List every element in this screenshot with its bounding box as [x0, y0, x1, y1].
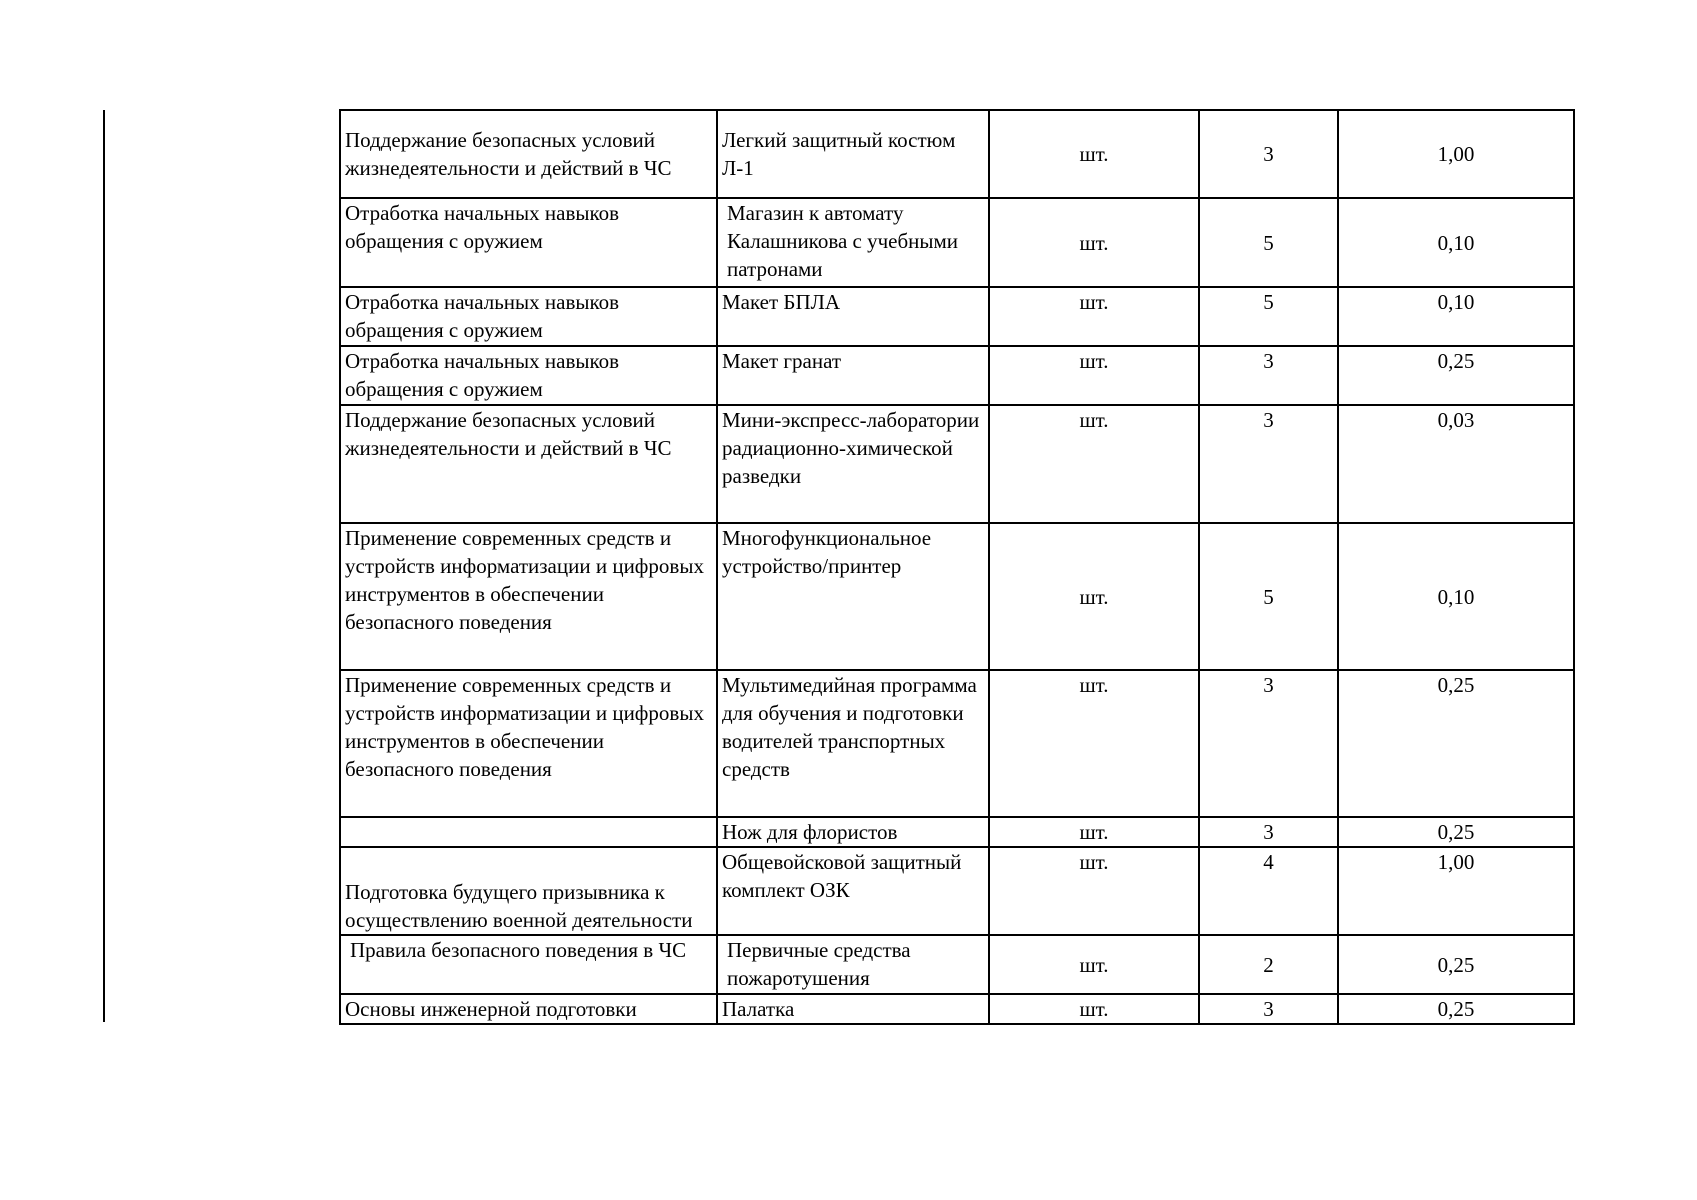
quantity-cell: 3 [1199, 817, 1338, 847]
coefficient-cell: 0,25 [1338, 670, 1574, 817]
unit-cell: шт. [989, 817, 1199, 847]
purpose-cell: Поддержание безопасных условий жизнедеятельности и действий в ЧС [340, 405, 717, 523]
table-row [340, 110, 1574, 198]
item-cell: Многофункциональное устройство/принтер [717, 523, 989, 670]
item-cell: Мультимедийная программа для обучения и подготовки водителей транспортных средств [717, 670, 989, 817]
quantity-cell: 2 [1199, 935, 1338, 994]
item-cell: Первичные средства пожаротушения [717, 935, 989, 994]
coefficient-cell: 0,10 [1338, 523, 1574, 670]
unit-cell: шт. [989, 994, 1199, 1024]
item-cell: Общевойсковой защитный комплект ОЗК [717, 847, 989, 935]
item-cell: Макет гранат [717, 346, 989, 405]
purpose-cell: Поддержание безопасных условий жизнедеятельности и действий в ЧС [340, 110, 717, 198]
table-row [340, 847, 1574, 935]
quantity-cell: 3 [1199, 346, 1338, 405]
table-row [340, 405, 1574, 523]
item-cell: Макет БПЛА [717, 287, 989, 346]
unit-cell: шт. [989, 523, 1199, 670]
table-row [340, 994, 1574, 1024]
quantity-cell: 3 [1199, 405, 1338, 523]
quantity-cell: 3 [1199, 670, 1338, 817]
quantity-cell: 3 [1199, 994, 1338, 1024]
table-row [340, 670, 1574, 817]
equipment-table [339, 109, 1575, 1025]
item-cell: Мини-экспресс-лаборатории радиационно-химической разведки [717, 405, 989, 523]
table-row [340, 935, 1574, 994]
item-cell: Палатка [717, 994, 989, 1024]
table-row [340, 817, 1574, 847]
coefficient-cell: 0,10 [1338, 287, 1574, 346]
quantity-cell: 4 [1199, 847, 1338, 935]
purpose-cell: Отработка начальных навыков обращения с оружием [340, 287, 717, 346]
unit-cell: шт. [989, 110, 1199, 198]
coefficient-cell: 0,25 [1338, 817, 1574, 847]
quantity-cell: 3 [1199, 110, 1338, 198]
purpose-cell: Отработка начальных навыков обращения с оружием [340, 346, 717, 405]
page-margin-line [103, 110, 105, 1022]
purpose-cell: Основы инженерной подготовки [340, 994, 717, 1024]
coefficient-cell: 0,25 [1338, 346, 1574, 405]
quantity-cell: 5 [1199, 523, 1338, 670]
unit-cell: шт. [989, 847, 1199, 935]
purpose-cell: Применение современных средств и устройств информатизации и цифровых инструментов в обеспечении безопасного поведения [340, 670, 717, 817]
unit-cell: шт. [989, 405, 1199, 523]
coefficient-cell: 0,25 [1338, 994, 1574, 1024]
table-row [340, 198, 1574, 287]
coefficient-cell: 0,25 [1338, 935, 1574, 994]
table-row [340, 287, 1574, 346]
table-row [340, 346, 1574, 405]
unit-cell: шт. [989, 935, 1199, 994]
quantity-cell: 5 [1199, 287, 1338, 346]
table-row [340, 523, 1574, 670]
purpose-cell: Применение современных средств и устройств информатизации и цифровых инструментов в обеспечении безопасного поведения [340, 523, 717, 670]
unit-cell: шт. [989, 287, 1199, 346]
coefficient-cell: 0,03 [1338, 405, 1574, 523]
coefficient-cell: 1,00 [1338, 847, 1574, 935]
purpose-cell: Правила безопасного поведения в ЧС [340, 935, 717, 994]
purpose-cell: Отработка начальных навыков обращения с оружием [340, 198, 717, 287]
coefficient-cell: 1,00 [1338, 110, 1574, 198]
unit-cell: шт. [989, 346, 1199, 405]
coefficient-cell: 0,10 [1338, 198, 1574, 287]
purpose-cell: Подготовка будущего призывника к осуществлению военной деятельности [340, 847, 717, 935]
unit-cell: шт. [989, 670, 1199, 817]
item-cell: Магазин к автомату Калашникова с учебными патронами [717, 198, 989, 287]
unit-cell: шт. [989, 198, 1199, 287]
item-cell: Нож для флористов [717, 817, 989, 847]
quantity-cell: 5 [1199, 198, 1338, 287]
purpose-cell [340, 817, 717, 847]
item-cell: Легкий защитный костюм Л-1 [717, 110, 989, 198]
